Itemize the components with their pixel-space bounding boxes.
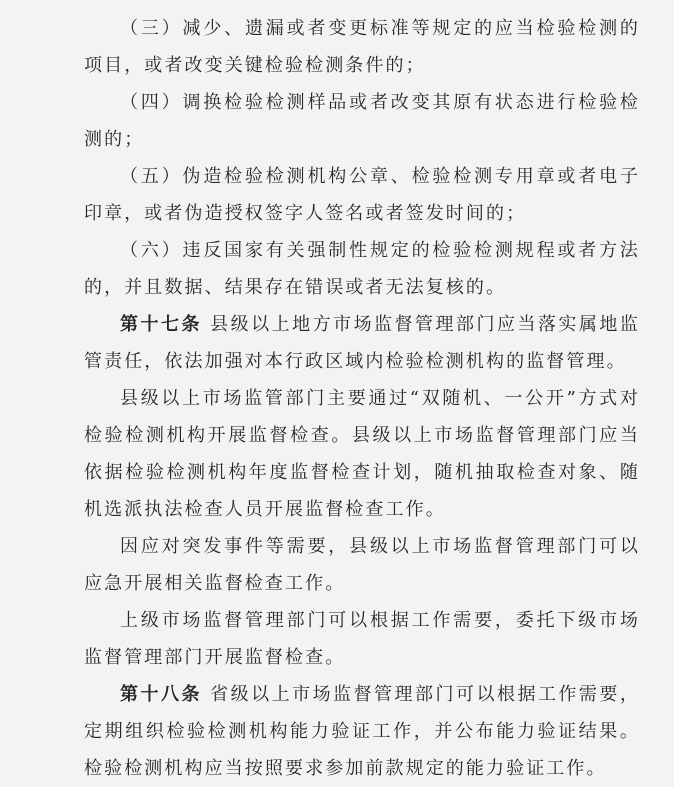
item-6-paragraph: （六）违反国家有关强制性规定的检验检测规程或者方法的，并且数据、结果存在错误或者无法复核的。 xyxy=(84,240,640,298)
article-17-heading: 第十七条 xyxy=(120,314,202,335)
item-5-paragraph: （五）伪造检验检测机构公章、检验检测专用章或者电子印章，或者伪造授权签字人签名或者签发时间的； xyxy=(84,166,640,224)
item-3-paragraph: （三）减少、遗漏或者变更标准等规定的应当检验检测的项目，或者改变关键检验检测条件的； xyxy=(84,18,640,76)
article-18-heading: 第十八条 xyxy=(120,684,202,705)
article-17-paragraph-2: 县级以上市场监管部门主要通过“双随机、一公开”方式对检验检测机构开展监督检查。县级以上市场监督管理部门应当依据检验检测机构年度监督检查计划，随机抽取检查对象、随机选派执法检查人员开展监督检查工作。 xyxy=(84,388,640,520)
article-17-text: 县级以上地方市场监督管理部门应当落实属地监管责任，依法加强对本行政区域内检验检测机构的监督管理。 xyxy=(84,314,640,372)
article-18-text: 省级以上市场监督管理部门可以根据工作需要，定期组织检验检测机构能力验证工作，并公布能力验证结果。检验检测机构应当按照要求参加前款规定的能力验证工作。 xyxy=(84,684,640,779)
item-4-paragraph: （四）调换检验检测样品或者改变其原有状态进行检验检测的； xyxy=(84,92,640,150)
article-17-paragraph-3: 因应对突发事件等需要，县级以上市场监督管理部门可以应急开展相关监督检查工作。 xyxy=(84,536,640,594)
article-17-paragraph xyxy=(84,306,640,380)
article-18-paragraph xyxy=(84,676,640,787)
article-17-paragraph-4: 上级市场监督管理部门可以根据工作需要，委托下级市场监督管理部门开展监督检查。 xyxy=(84,610,640,668)
